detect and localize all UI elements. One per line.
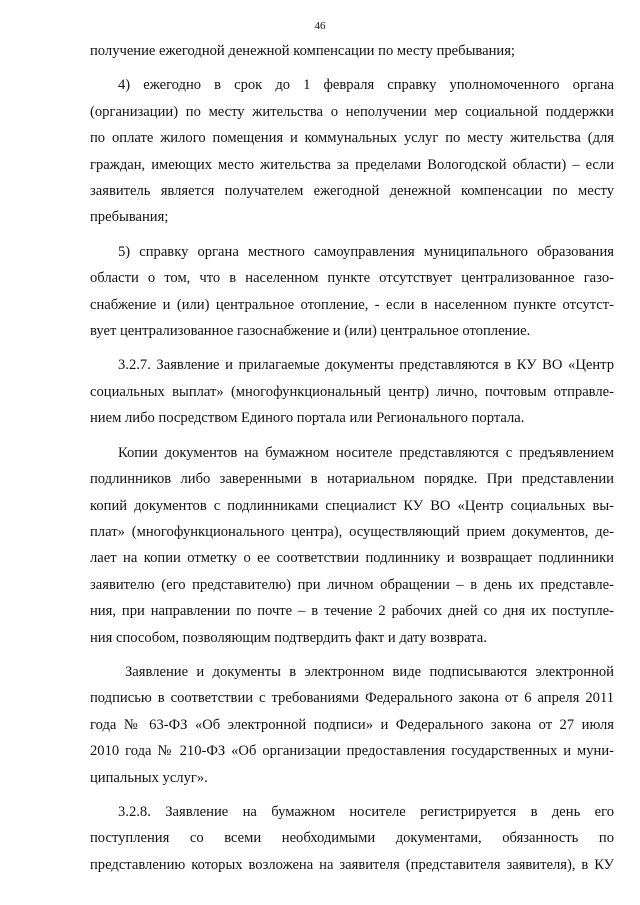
text-line: нием либо посредством Единого портала или Регионального портала. (90, 410, 525, 427)
text-line: поступления со всеми необходимыми документами, обязанность по (90, 830, 614, 847)
paragraph-3-2-8 (90, 799, 614, 878)
text-line: области о том, что в населенном пункте отсутствует централизованное газо- (90, 270, 614, 287)
document-body (90, 38, 614, 878)
text-line: ния, при направлении по почте – в течение 2 рабочих дней со дня их поступле- (90, 603, 614, 620)
text-line: снабжение и (или) центральное отопление, - если в населенном пункте отсутст- (90, 296, 614, 313)
paragraph-electronic-signature (90, 659, 614, 791)
text-line: лает на копии отметку о ее соответствии подлиннику и возвращает подлинники (90, 550, 614, 567)
text-line: 5) справку органа местного самоуправления муниципального образования (118, 243, 614, 260)
text-line: заявитель является получателем ежегодной денежной компенсации по месту (90, 183, 614, 200)
text-line: представлению которых возложена на заявителя (представителя заявителя), в КУ (90, 856, 614, 873)
text-line: по оплате жилого помещения и коммунальных услуг по месту жительства (для (90, 130, 614, 147)
text-line: 2010 года № 210-ФЗ «Об организации предоставления государственных и муни- (90, 743, 614, 760)
paragraph-item-5 (90, 239, 614, 345)
paragraph-item-4 (90, 72, 614, 230)
paragraph-copies (90, 440, 614, 651)
text-line: Копии документов на бумажном носителе представляются с предъявлением (118, 444, 614, 461)
paragraph-compensation-end (90, 38, 614, 64)
text-line: вует централизованное газоснабжение и (или) центральное отопление. (90, 323, 531, 340)
text-line: подлинников либо заверенными в нотариальном порядке. При представлении (90, 471, 614, 488)
text-line: плат» (многофункционального центра), осуществляющий прием документов, де- (90, 523, 614, 540)
text-line: 3.2.8. Заявление на бумажном носителе регистрируется в день его (118, 803, 614, 820)
text-line: копий документов с подлинниками специалист КУ ВО «Центр социальных вы- (90, 497, 614, 514)
text-line: Заявление и документы в электронном виде подписываются электронной (125, 663, 614, 680)
text-line: пребывания; (90, 209, 169, 226)
text-line: 4) ежегодно в срок до 1 февраля справку уполномоченного органа (118, 77, 614, 94)
text-line: заявителю (его представителю) при личном обращении – в день их представле- (90, 576, 614, 593)
text-line: ния способом, позволяющим подтвердить факт и дату возврата. (90, 629, 487, 646)
text-line: ципальных услуг». (90, 769, 208, 786)
page-number: 46 (314, 20, 326, 32)
text-line: подписью в соответствии с требованиями Федерального закона от 6 апреля 2011 (90, 690, 614, 707)
paragraph-3-2-7 (90, 352, 614, 431)
text-line: социальных выплат» (многофункциональный центр) лично, почтовым отправле- (90, 383, 614, 400)
text-line: 3.2.7. Заявление и прилагаемые документы представляются в КУ ВО «Центр (118, 357, 614, 374)
text-line: граждан, имеющих место жительства за пределами Вологодской области) – если (90, 156, 614, 173)
text-line: получение ежегодной денежной компенсации по месту пребывания; (90, 43, 515, 59)
text-line: года № 63-ФЗ «Об электронной подписи» и Федерального закона от 27 июля (90, 716, 614, 733)
text-line: (организации) по месту жительства о неполучении мер социальной поддержки (90, 103, 614, 120)
